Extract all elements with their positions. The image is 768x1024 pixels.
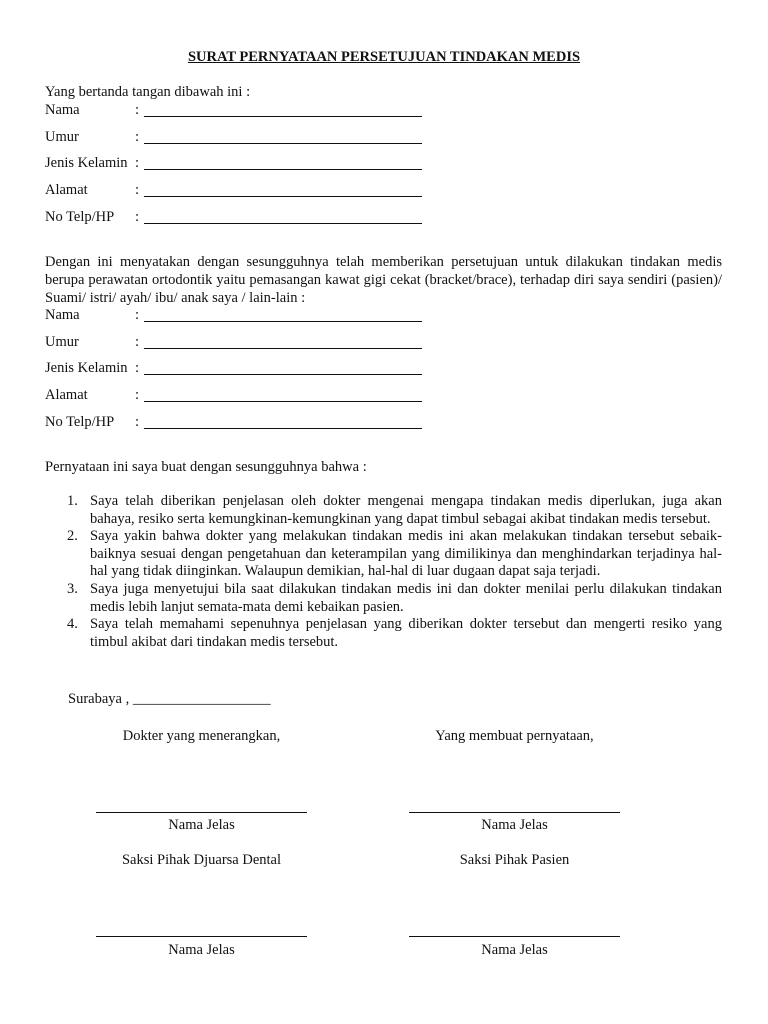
- statement-paragraph: Dengan ini menyatakan dengan sesungguhnya telah memberikan persetujuan untuk dilakukan tindakan medis berupa perawatan ortodontik yaitu pemasangan kawat gigi cekat (bracket/brace), terhadap diri saya sendiri (pasien)/ Suami/ istri/ ayah/ ibu/ anak saya / lain-lain :: [45, 254, 722, 306]
- field1-colon: :: [135, 209, 140, 225]
- field2-label-nama: Nama: [45, 307, 80, 323]
- field1-label-umur: Umur: [45, 129, 79, 145]
- field2-nama-blank[interactable]: [144, 321, 422, 322]
- patient-signature-line[interactable]: [409, 812, 620, 813]
- witness-clinic-signature-line[interactable]: [96, 936, 307, 937]
- field2-colon: :: [135, 307, 140, 323]
- declaration-list: [45, 493, 722, 651]
- doctor-signature-line[interactable]: [96, 812, 307, 813]
- witness-clinic-label: Saksi Pihak Djuarsa Dental: [121, 852, 282, 868]
- witness-patient-signature-line[interactable]: [409, 936, 620, 937]
- field1-nama-blank[interactable]: [144, 116, 422, 117]
- doctor-name-label: Nama Jelas: [168, 817, 235, 833]
- field1-colon: :: [135, 182, 140, 198]
- field2-umur-blank[interactable]: [144, 348, 422, 349]
- field2-colon: :: [135, 387, 140, 403]
- field1-label-alamat: Alamat: [45, 182, 88, 198]
- field2-label-no-telp: No Telp/HP: [45, 414, 115, 430]
- document-title: SURAT PERNYATAAN PERSETUJUAN TINDAKAN MEDIS: [187, 49, 581, 65]
- field1-label-jenis-kelamin: Jenis Kelamin: [45, 155, 128, 171]
- witness-patient-label: Saksi Pihak Pasien: [459, 852, 570, 868]
- doctor-label: Dokter yang menerangkan,: [122, 728, 281, 744]
- field1-alamat-blank[interactable]: [144, 196, 422, 197]
- field2-colon: :: [135, 414, 140, 430]
- field1-colon: :: [135, 155, 140, 171]
- declaration-intro: Pernyataan ini saya buat dengan sesungguhnya bahwa :: [45, 459, 367, 475]
- list-item: 2. Saya yakin bahwa dokter yang melakukan tindakan medis ini akan melakukan tindakan tersebut sebaik-baiknya sesuai dengan pengetahuan dan keterampilan yang dimilikinya dan menghindarkan terjadinya hal-hal yang tidak diinginkan. Walaupun demikian, hal-hal di luar dugaan dapat saja terjadi.: [67, 528, 722, 580]
- field2-label-alamat: Alamat: [45, 387, 88, 403]
- field1-label-nama: Nama: [45, 102, 80, 118]
- field2-label-umur: Umur: [45, 334, 79, 350]
- list-item: 4. Saya telah memahami sepenuhnya penjelasan yang diberikan dokter tersebut dan mengerti resiko yang timbul akibat dari tindakan medis tersebut.: [67, 616, 722, 650]
- field2-alamat-blank[interactable]: [144, 401, 422, 402]
- field1-umur-blank[interactable]: [144, 143, 422, 144]
- intro-text: Yang bertanda tangan dibawah ini :: [45, 84, 251, 100]
- witness-patient-name-label: Nama Jelas: [481, 942, 548, 958]
- field2-no-telp-blank[interactable]: [144, 428, 422, 429]
- list-item: 3. Saya juga menyetujui bila saat dilakukan tindakan medis ini dan dokter menilai perlu dilakukan tindakan medis lebih lanjut semata-mata demi kebaikan pasien.: [67, 580, 722, 615]
- patient-name-label: Nama Jelas: [481, 817, 548, 833]
- place-date-line[interactable]: Surabaya , ___________________: [68, 691, 271, 707]
- field1-colon: :: [135, 129, 140, 145]
- field2-label-jenis-kelamin: Jenis Kelamin: [45, 360, 128, 376]
- patient-label: Yang membuat pernyataan,: [435, 728, 594, 744]
- field2-colon: :: [135, 360, 140, 376]
- field2-colon: :: [135, 334, 140, 350]
- field2-jenis-kelamin-blank[interactable]: [144, 374, 422, 375]
- field1-colon: :: [135, 102, 140, 118]
- list-item: 1. Saya telah diberikan penjelasan oleh dokter mengenai mengapa tindakan medis diperlukan, juga akan bahaya, resiko serta kemungkinan-kemungkinan yang dapat timbul sebagai akibat tindakan medis tersebut.: [67, 493, 722, 527]
- witness-clinic-name-label: Nama Jelas: [168, 942, 235, 958]
- field1-no-telp-blank[interactable]: [144, 223, 422, 224]
- field1-jenis-kelamin-blank[interactable]: [144, 169, 422, 170]
- field1-label-no-telp: No Telp/HP: [45, 209, 115, 225]
